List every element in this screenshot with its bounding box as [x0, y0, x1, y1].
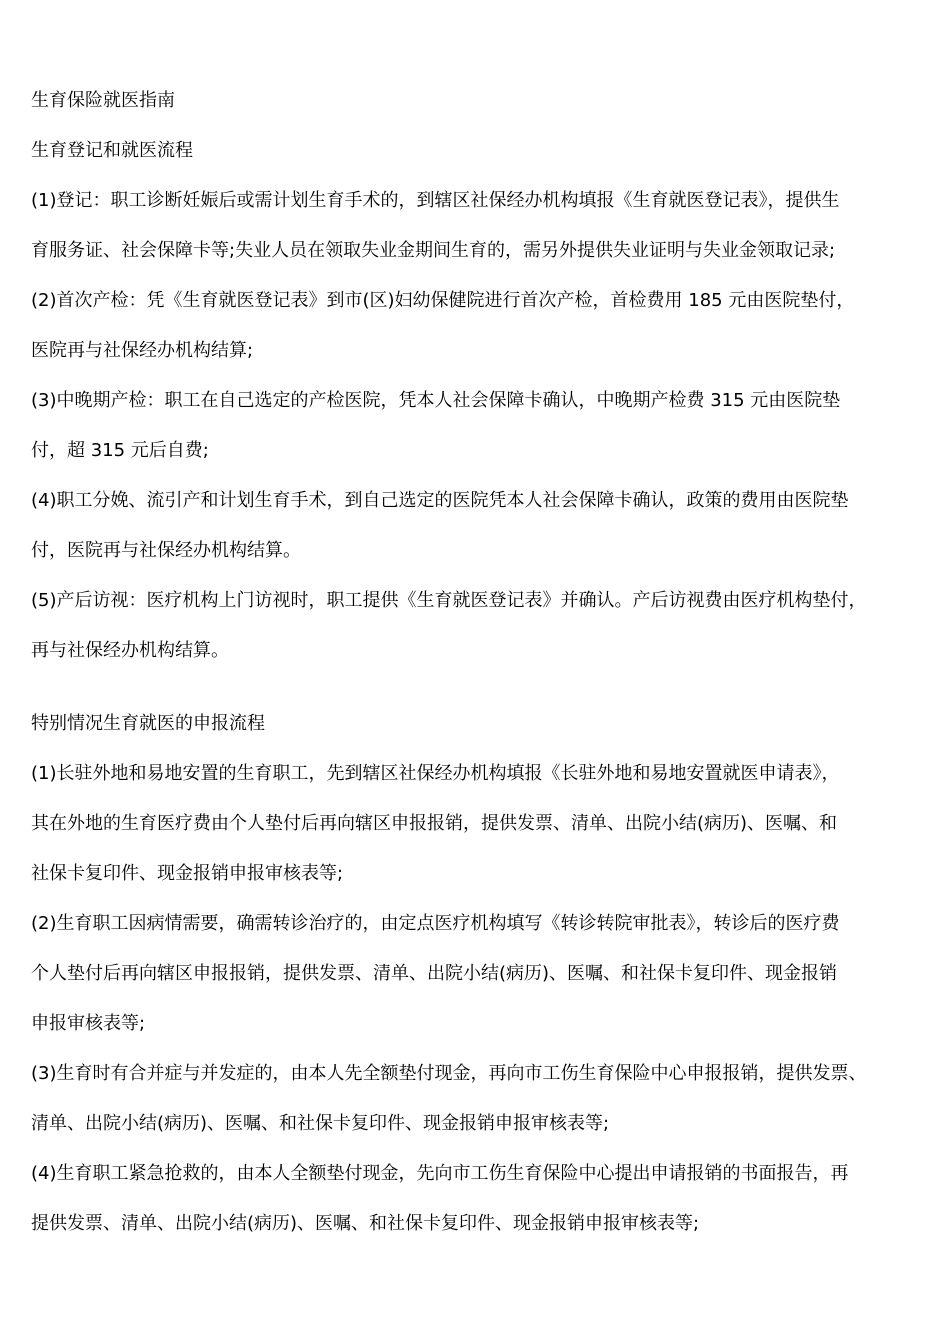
- paragraph-line: 社保卡复印件、现金报销申报审核表等;: [31, 863, 344, 884]
- section-heading-special: 特别情况生育就医的申报流程: [31, 713, 265, 734]
- paragraph-line: 其在外地的生育医疗费由个人垫付后再向辖区申报报销，提供发票、清单、出院小结(病历)、医嘱、和: [31, 813, 838, 834]
- paragraph-line: 育服务证、社会保障卡等;失业人员在领取失业金期间生育的，需另外提供失业证明与失业金领取记录;: [31, 240, 836, 261]
- paragraph-line: (2)生育职工因病情需要，确需转诊治疗的，由定点医疗机构填写《转诊转院审批表》，转诊后的医疗费: [31, 913, 840, 934]
- paragraph-line: 个人垫付后再向辖区申报报销，提供发票、清单、出院小结(病历)、医嘱、和社保卡复印件、现金报销: [31, 963, 838, 984]
- paragraph-line: 申报审核表等;: [31, 1013, 146, 1034]
- paragraph-line: 医院再与社保经办机构结算;: [31, 340, 254, 361]
- paragraph-line: 付，医院再与社保经办机构结算。: [31, 540, 301, 561]
- paragraph-line: (1)长驻外地和易地安置的生育职工，先到辖区社保经办机构填报《长驻外地和易地安置就医申请表》，: [31, 763, 840, 784]
- paragraph-line: (1)登记：职工诊断妊娠后或需计划生育手术的，到辖区社保经办机构填报《生育就医登记表》，提供生: [31, 190, 840, 211]
- document-title: 生育保险就医指南: [31, 90, 175, 111]
- paragraph-line: (3)生育时有合并症与并发症的，由本人先全额垫付现金，再向市工伤生育保险中心申报报销，提供发票、: [31, 1063, 867, 1084]
- paragraph-line: 付，超 315 元后自费;: [31, 440, 209, 461]
- paragraph-line: 再与社保经办机构结算。: [31, 640, 229, 661]
- paragraph-line: (3)中晚期产检：职工在自己选定的产检医院，凭本人社会保障卡确认，中晚期产检费 315 元由医院垫: [31, 390, 841, 411]
- paragraph-line: (4)生育职工紧急抢救的，由本人全额垫付现金，先向市工伤生育保险中心提出申请报销的书面报告，再: [31, 1163, 849, 1184]
- paragraph-line: (2)首次产检：凭《生育就医登记表》到市(区)妇幼保健院进行首次产检，首检费用 185 元由医院垫付，: [31, 290, 855, 311]
- paragraph-line: (5)产后访视：医疗机构上门访视时，职工提供《生育就医登记表》并确认。产后访视费由医疗机构垫付，: [31, 590, 867, 611]
- paragraph-line: 提供发票、清单、出院小结(病历)、医嘱、和社保卡复印件、现金报销申报审核表等;: [31, 1213, 700, 1234]
- paragraph-line: (4)职工分娩、流引产和计划生育手术，到自己选定的医院凭本人社会保障卡确认，政策的费用由医院垫: [31, 490, 849, 511]
- section-heading-registration: 生育登记和就医流程: [31, 140, 193, 161]
- paragraph-line: 清单、出院小结(病历)、医嘱、和社保卡复印件、现金报销申报审核表等;: [31, 1113, 610, 1134]
